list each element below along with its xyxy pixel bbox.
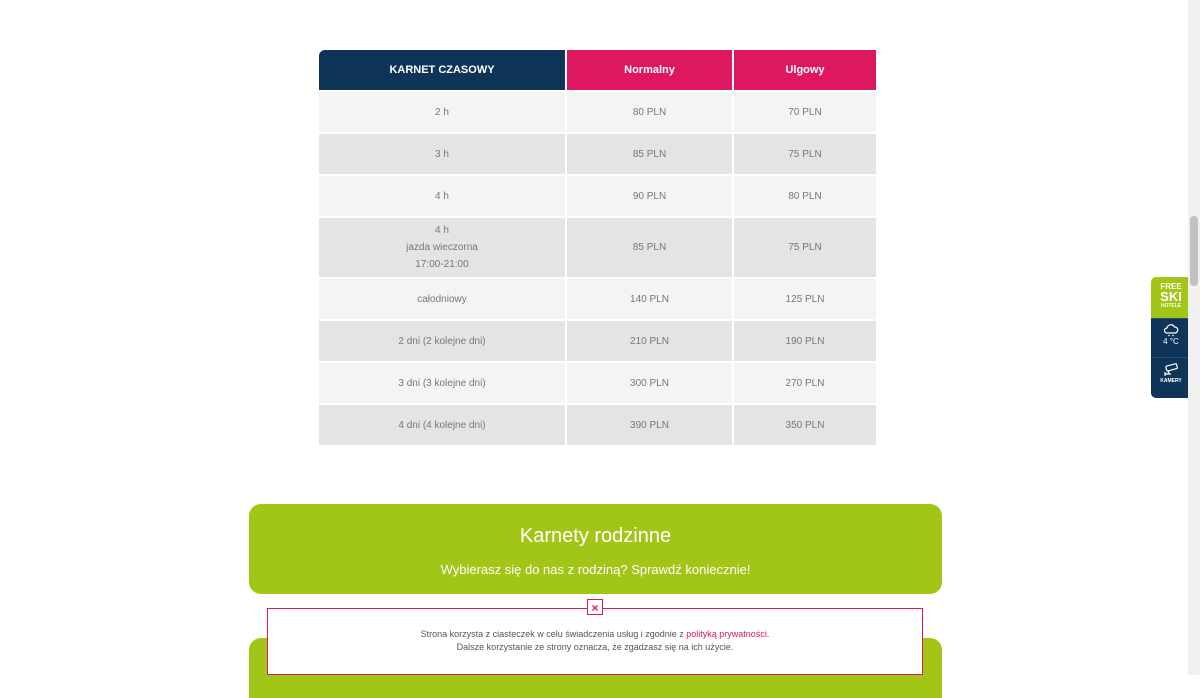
- cameras-button[interactable]: [1151, 357, 1191, 398]
- price-normal: 210 PLN: [566, 320, 733, 362]
- pass-duration: [319, 217, 566, 278]
- family-passes-subtitle: Wybierasz się do nas z rodziną? Sprawdź koniecznie!: [440, 562, 751, 577]
- header-normal: Normalny: [566, 50, 733, 91]
- price-normal: 300 PLN: [566, 362, 733, 404]
- pass-duration-line: 4 h: [435, 225, 449, 236]
- free-ski-hotels-button[interactable]: [1151, 277, 1191, 318]
- free-ski-line1: FREE: [1160, 282, 1182, 291]
- snow-cloud-icon: [1163, 324, 1179, 337]
- cookie-text-line2: Dalsze korzystanie ze strony oznacza, że zgadzasz się na ich użycie.: [456, 642, 734, 652]
- table-row: [319, 404, 876, 445]
- price-reduced: 80 PLN: [733, 175, 876, 217]
- price-normal: 390 PLN: [566, 404, 733, 445]
- price-normal: 85 PLN: [566, 133, 733, 175]
- pass-duration-line: 17:00-21:00: [415, 259, 469, 270]
- pass-duration: 4 dni (4 kolejne dni): [319, 404, 566, 445]
- pass-duration: 3 dni (3 kolejne dni): [319, 362, 566, 404]
- pass-duration: 3 h: [319, 133, 566, 175]
- price-reduced: 75 PLN: [733, 133, 876, 175]
- price-reduced: 75 PLN: [733, 217, 876, 278]
- pass-duration: 4 h: [319, 175, 566, 217]
- camera-icon: [1163, 363, 1179, 377]
- cameras-label: KAMERY: [1160, 378, 1182, 384]
- price-reduced: 70 PLN: [733, 91, 876, 133]
- price-reduced: 125 PLN: [733, 278, 876, 320]
- price-normal: 90 PLN: [566, 175, 733, 217]
- pass-duration-line: jazda wieczorna: [406, 242, 478, 253]
- header-reduced: Ulgowy: [733, 50, 876, 91]
- privacy-policy-link[interactable]: polityką prywatności: [686, 629, 767, 639]
- cookie-close-button[interactable]: ×: [587, 599, 603, 615]
- table-row: [319, 278, 876, 320]
- side-widget: [1151, 277, 1191, 398]
- price-reduced: 350 PLN: [733, 404, 876, 445]
- pass-duration: 2 h: [319, 91, 566, 133]
- family-passes-title: Karnety rodzinne: [519, 525, 672, 547]
- family-passes-banner[interactable]: [249, 504, 942, 594]
- table-row: [319, 175, 876, 217]
- cookie-text-before: Strona korzysta z ciasteczek w celu świadczenia usług i zgodnie z: [420, 629, 687, 639]
- cookie-banner: [267, 601, 923, 675]
- price-table: [319, 50, 876, 445]
- free-ski-line2: SKI: [1160, 289, 1182, 304]
- table-row: [319, 91, 876, 133]
- table-header-row: [319, 50, 876, 91]
- table-row: [319, 362, 876, 404]
- price-normal: 80 PLN: [566, 91, 733, 133]
- weather-button[interactable]: [1151, 318, 1191, 357]
- cookie-message: [268, 628, 922, 654]
- free-ski-line3: HOTELE: [1160, 303, 1182, 309]
- price-reduced: 270 PLN: [733, 362, 876, 404]
- price-normal: 140 PLN: [566, 278, 733, 320]
- table-row: [319, 320, 876, 362]
- pass-duration: 2 dni (2 kolejne dni): [319, 320, 566, 362]
- price-normal: 85 PLN: [566, 217, 733, 278]
- header-time-pass: KARNET CZASOWY: [319, 50, 566, 91]
- temperature-label: 4 °C: [1163, 337, 1179, 346]
- page-scrollbar[interactable]: [1188, 0, 1200, 675]
- pass-duration: całodniowy: [319, 278, 566, 320]
- price-reduced: 190 PLN: [733, 320, 876, 362]
- table-row: [319, 133, 876, 175]
- cookie-text-after: .: [766, 629, 770, 639]
- table-row: [319, 217, 876, 278]
- scrollbar-thumb[interactable]: [1190, 216, 1198, 286]
